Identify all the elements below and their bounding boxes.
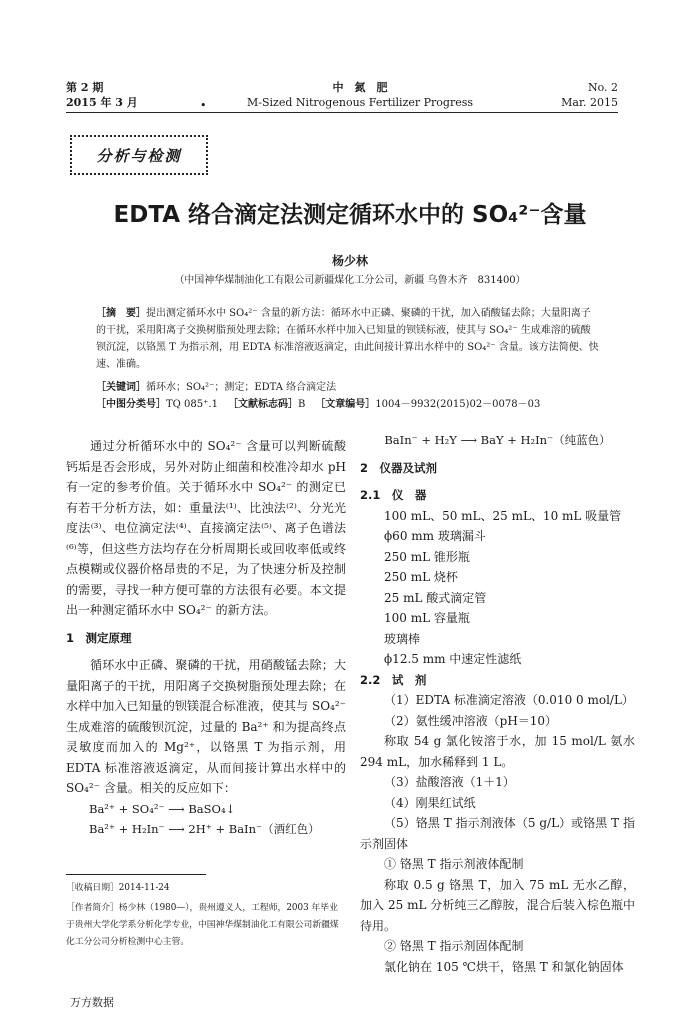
journal-name-en: M-Sized Nitrogenous Fertilizer Progress <box>246 96 474 109</box>
header-rule <box>66 112 618 113</box>
classification-line <box>96 396 600 413</box>
abstract <box>96 305 600 373</box>
reagent-3: （3）盐酸溶液（1＋1） <box>384 775 515 789</box>
reagent-2: （2）氨性缓冲溶液（pH＝10） <box>384 713 558 728</box>
article-id-value: 1004－9932(2015)02－0078－03 <box>375 399 541 410</box>
reagent-4: （4）刚果红试纸 <box>384 795 476 810</box>
instrument-item: 250 mL 烧杯 <box>384 570 458 584</box>
section-badge: 分析与检测 <box>70 135 208 175</box>
instrument-item: 玻璃棒 <box>384 631 421 646</box>
footnote-author-bio: ［作者简介］杨少林（1980—），贵州遵义人，工程师，2003 年毕业于贵州大学化学系分析化学专业，中国神华煤制油化工有限公司新疆煤化工分公司分析检测中心主管。 <box>66 903 339 947</box>
author-affiliation: （中国神华煤制油化工有限公司新疆煤化工分公司，新疆 乌鲁木齐 831400） <box>174 275 526 286</box>
issue-number: 第 2 期 <box>66 81 104 94</box>
instrument-item: 100 mL、50 mL、25 mL、10 mL 吸量管 <box>384 508 622 523</box>
instrument-item: 100 mL 容量瓶 <box>384 611 470 625</box>
section-1-heading: 1 测定原理 <box>66 630 132 645</box>
reagent-2-text: 称取 54 g 氯化铵溶于水，加 15 mol/L 氨水 294 mL，加水稀释到 1 L。 <box>360 734 635 769</box>
section-1-paragraph: 循环水中正磷、聚磷的干扰，用硝酸锰去除；大量阳离子的干扰，用阳离子交换树脂预处理去除；在水样中加入已知量的钡镁混合标准液，使其与 SO₄²⁻ 生成难溶的硫酸钡沉淀，过量的 Ba²⁺ 和为提高终点灵敏度而加入的 Mg²⁺，以铬黑 T 为指示剂，用 EDTA 标准溶液返滴定，从而间接计算出水样中的 SO₄²⁻ 含量。相关的反应如下： <box>66 658 346 795</box>
footnote-received: ［收稿日期］2014-11-24 <box>66 883 170 893</box>
clc-label: ［中图分类号］ <box>96 399 166 410</box>
issue-date: 2015 年 3 月 <box>66 96 138 109</box>
reagent-5: （5）铬黑 T 指示剂液体（5 g/L）或铬黑 T 指示剂固体 <box>360 816 635 851</box>
keywords <box>96 379 600 396</box>
section-2-heading: 2 仪器及试剂 <box>360 460 438 475</box>
equation-2: Ba²⁺ + H₂In⁻ ⟶ 2H⁺ + BaIn⁻（酒红色） <box>89 822 320 836</box>
article-title: EDTA 络合滴定法测定循环水中的 SO₄²⁻含量 <box>113 202 587 228</box>
reagent-5b-heading: ② 铬黑 T 指示剂固体配制 <box>384 939 524 953</box>
journal-name-cn: 中 氮 肥 <box>332 81 388 94</box>
clc-value: TQ 085⁺.1 <box>166 399 218 410</box>
reagent-5b-text: 氯化钠在 105 ℃烘干，铬黑 T 和氯化钠固体 <box>384 959 624 974</box>
keywords-label: ［关键词］ <box>96 382 146 393</box>
reagent-5a-text: 称取 0.5 g 铬黑 T，加入 75 mL 无水乙醇，加入 25 mL 分析纯三乙醇胺，混合后装入棕色瓶中待用。 <box>360 877 635 933</box>
abstract-label: ［摘 要］ <box>96 308 146 319</box>
abstract-text: 提出测定循环水中 SO₄²⁻ 含量的新方法：循环水中正磷、聚磷的干扰，加入硝酸锰去除；大量阳离子的干扰，采用阳离子交换树脂预处理去除；在循环水样中加入已知量的钡镁标液，使其与 SO₄²⁻ 生成难溶的硫酸钡沉淀，以铬黑 T 为指示剂，用 EDTA 标准溶液返滴定，由此间接计算出水样中的 SO₄²⁻ 含量。该方法简便、快速、准确。 <box>96 308 599 370</box>
equation-1: Ba²⁺ + SO₄²⁻ ⟶ BaSO₄↓ <box>89 801 236 816</box>
footnote-rule <box>66 874 206 875</box>
reagent-5a-heading: ① 铬黑 T 指示剂液体配制 <box>384 857 524 871</box>
equation-3: BaIn⁻ + H₂Y ⟶ BaY + H₂In⁻（纯蓝色） <box>384 433 611 447</box>
issue-date-en: Mar. 2015 <box>561 96 618 109</box>
header-left <box>66 80 138 110</box>
issue-number-en: No. 2 <box>587 81 618 94</box>
right-column <box>360 430 635 977</box>
header-dot: • <box>200 99 207 112</box>
doc-code-label: ［文献标志码］ <box>227 399 298 410</box>
keywords-text: 循环水；SO₄²⁻；测定；EDTA 络合滴定法 <box>146 382 337 393</box>
reagent-1: （1）EDTA 标准滴定溶液（0.010 0 mol/L） <box>384 693 634 707</box>
article-id-label: ［文章编号］ <box>315 399 376 410</box>
doc-code-value: B <box>297 399 306 410</box>
instrument-item: 250 mL 锥形瓶 <box>384 549 470 564</box>
section-2-2-heading: 2.2 试 剂 <box>360 672 427 687</box>
left-column <box>66 436 346 840</box>
section-2-1-heading: 2.1 仪 器 <box>360 488 427 502</box>
intro-paragraph: 通过分析循环水中的 SO₄²⁻ 含量可以判断硫酸钙垢是否会形成，另外对防止细菌和校准冷却水 pH 有一定的参考价值。关于循环水中 SO₄²⁻ 的测定已有若干分析方法，如：重量法⁽¹⁾、比浊法⁽²⁾、分光光度法⁽³⁾、电位滴定法⁽⁴⁾、直接滴定法⁽⁵⁾、离子色谱法⁽⁶⁾等，但这些方法均存在分析周期长或回收率低或终点模糊或仪器价格昂贵的不足，为了快速分析及控制的需要，寻找一种方便可靠的方法很有必要。本文提出一种测定循环水中 SO₄²⁻ 的新方法。 <box>66 439 346 617</box>
author-name: 杨少林 <box>331 254 368 268</box>
instrument-item: ϕ12.5 mm 中速定性滤纸 <box>384 652 522 666</box>
header-center <box>220 80 500 110</box>
instrument-item: 25 mL 酸式滴定管 <box>384 590 487 605</box>
watermark: 万方数据 <box>70 996 114 1009</box>
header-right <box>561 80 618 110</box>
instrument-item: ϕ60 mm 玻璃漏斗 <box>384 529 486 543</box>
